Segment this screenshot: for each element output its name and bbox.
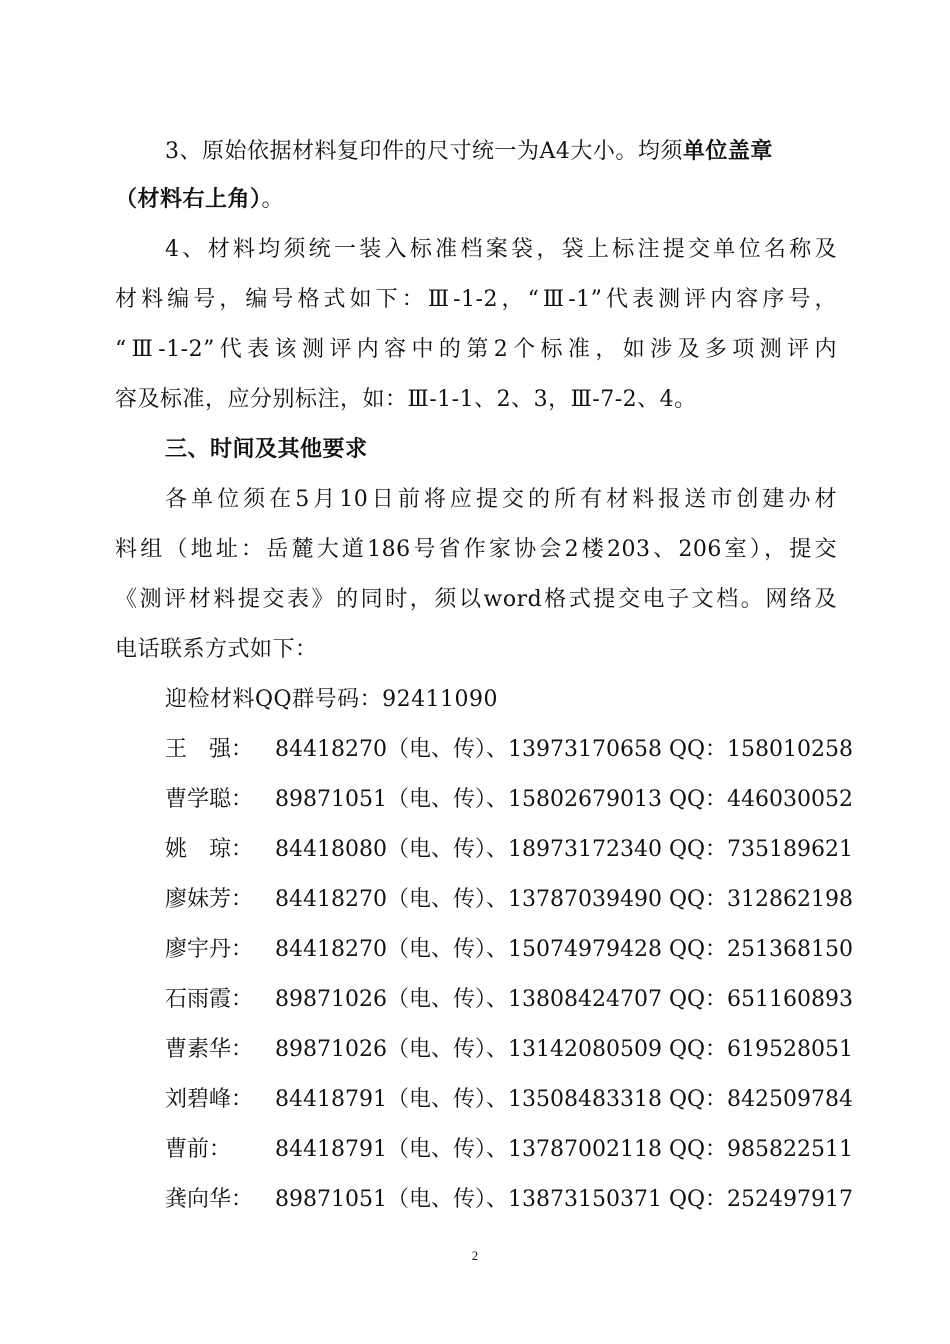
contact-details: 84418080（电、传）、18973172340 QQ：735189621 <box>275 837 853 862</box>
contact-details: 84418270（电、传）、13973170658 QQ：158010258 <box>275 737 853 762</box>
contact-details: 89871051（电、传）、13873150371 QQ：252497917 <box>275 1187 853 1212</box>
contact-name: 王 强： <box>165 737 254 762</box>
contact-row <box>165 1186 853 1214</box>
contact-details: 84418791（电、传）、13508483318 QQ：842509784 <box>275 1087 853 1112</box>
contact-name: 曹学聪： <box>165 787 254 812</box>
contact-name: 刘碧峰： <box>165 1087 254 1112</box>
paragraph-3-line-1 <box>165 138 837 166</box>
contact-name: 曹前： <box>165 1137 232 1162</box>
paragraph-3-text: 3、原始依据材料复印件的尺寸统一为A4大小。均须 <box>165 139 683 164</box>
section-3-heading: 三、时间及其他要求 <box>165 437 368 462</box>
paragraph-3-bold-position: （材料右上角） <box>115 187 262 212</box>
contact-row <box>165 886 853 914</box>
paragraph-4-line-3: “Ⅲ-1-2”代表该测评内容中的第2个标准，如涉及多项测评内 <box>115 337 837 362</box>
paragraph-3-period: 。 <box>261 187 285 212</box>
paragraph-4-line-1: 4、材料均须统一装入标准档案袋，袋上标注提交单位名称及 <box>165 237 837 262</box>
section-3-line-1: 各单位须在5月10日前将应提交的所有材料报送市创建办材 <box>165 487 837 512</box>
qq-group-line: 迎检材料QQ群号码：92411090 <box>165 687 499 712</box>
contact-row <box>165 736 853 764</box>
contact-name: 石雨霞： <box>165 987 254 1012</box>
contact-name: 曹素华： <box>165 1037 254 1062</box>
paragraph-4-line-4: 容及标准，应分别标注，如：Ⅲ-1-1、2、3，Ⅲ-7-2、4。 <box>115 387 697 412</box>
page-number: 2 <box>471 1248 479 1263</box>
contact-row <box>165 1136 853 1164</box>
contact-row <box>165 986 853 1014</box>
contact-name: 廖妹芳： <box>165 887 254 912</box>
contact-row <box>165 1036 853 1064</box>
contact-row <box>165 786 853 814</box>
contact-name: 廖宇丹： <box>165 937 254 962</box>
contact-details: 89871026（电、传）、13808424707 QQ：651160893 <box>275 987 853 1012</box>
section-3-line-2: 料组（地址：岳麓大道186号省作家协会2楼203、206室），提交 <box>115 537 837 562</box>
contact-name: 姚 琼： <box>165 837 254 862</box>
contact-details: 84418791（电、传）、13787002118 QQ：985822511 <box>275 1137 853 1162</box>
section-3-line-3: 《测评材料提交表》的同时，须以word格式提交电子文档。网络及 <box>115 587 837 612</box>
paragraph-3-line-2 <box>115 186 284 214</box>
contact-details: 84418270（电、传）、13787039490 QQ：312862198 <box>275 887 853 912</box>
contact-row <box>165 936 853 964</box>
contact-details: 89871051（电、传）、15802679013 QQ：446030052 <box>275 787 853 812</box>
contact-details: 89871026（电、传）、13142080509 QQ：619528051 <box>275 1037 853 1062</box>
contact-name: 龚向华： <box>165 1187 254 1212</box>
section-3-line-4: 电话联系方式如下： <box>115 637 318 662</box>
contact-row <box>165 836 853 864</box>
paragraph-3-bold-stamp: 单位盖章 <box>682 139 773 164</box>
contact-row <box>165 1086 853 1114</box>
paragraph-4-line-2: 材料编号，编号格式如下：Ⅲ-1-2，“Ⅲ-1”代表测评内容序号， <box>115 287 837 312</box>
contact-details: 84418270（电、传）、15074979428 QQ：251368150 <box>275 937 853 962</box>
